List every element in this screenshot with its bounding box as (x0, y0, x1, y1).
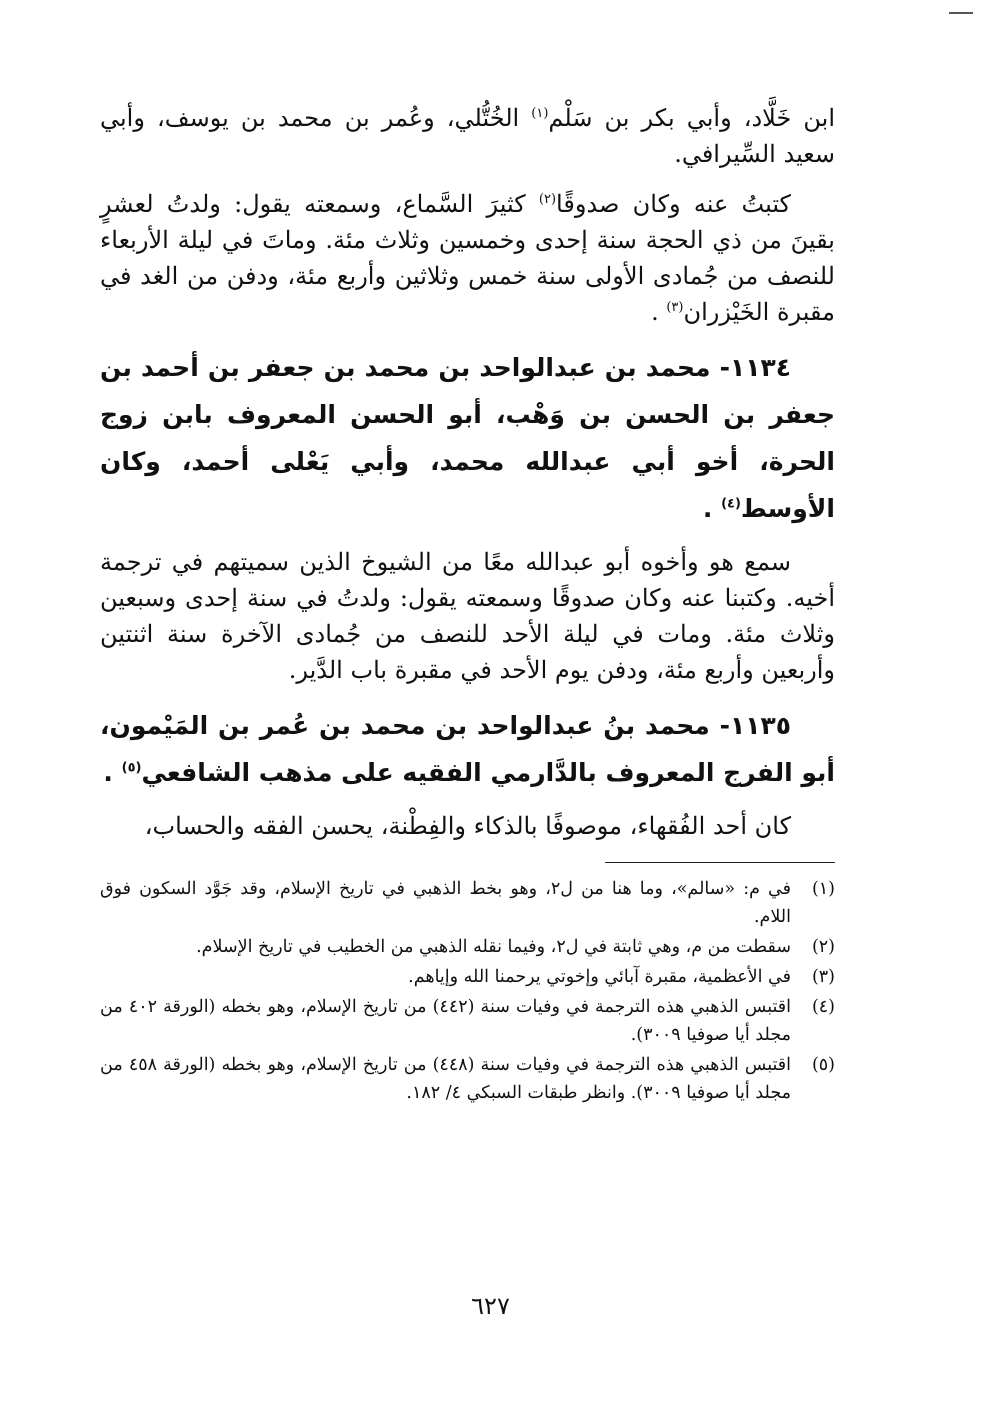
page-number: ٦٢٧ (471, 1292, 510, 1320)
footnote-item (100, 1051, 835, 1107)
entry-1134-end: . (702, 494, 722, 523)
footnote-number: (١) (811, 879, 835, 899)
entry-1134-title: ١١٣٤- محمد بن عبدالواحد بن محمد بن جعفر بن أحمد بن جعفر بن الحسن بن وَهْب، أبو الحسن المعروف بابن زوج الحرة، أخو أبي عبدالله محمد، وأبي يَعْلى أحمد، وكان الأوسط (100, 353, 835, 523)
entry-1135-title: ١١٣٥- محمد بنُ عبدالواحد بن محمد بن عُمر بن المَيْمون، أبو الفرج المعروف بالدَّارمي الفقيه على مذهب الشافعي (100, 711, 835, 787)
footnote-text: في م: «سالم»، وما هنا من ل٢، وهو بخط الذهبي في تاريخ الإسلام، وقد جَوَّد السكون فوق اللام. (100, 879, 791, 927)
entry-1134-body: سمع هو وأخوه أبو عبدالله معًا من الشيوخ الذين سميتهم في ترجمة أخيه. وكتبنا عنه وكان صدوقًا وسمعته يقول: ولدتُ في سنة إحدى وسبعين وثلاث مئة. ومات في ليلة الأحد للنصف من جُمادى الآخرة سنة اثنتين وأربعين وأربع مئة، ودفن يوم الأحد في مقبرة باب الدَّير. (100, 548, 835, 684)
footnote-item (100, 993, 835, 1049)
paragraph-2 (100, 186, 835, 330)
entry-1135-heading (100, 702, 835, 796)
footnote-item (100, 875, 835, 931)
paragraph-1-text: ابن خَلَّاد، وأبي بكر بن سَلْم (548, 104, 836, 132)
page-content (100, 100, 835, 1109)
footnote-item (100, 933, 835, 961)
paragraph-2-end: . (651, 298, 667, 326)
entry-1135-body: كان أحد الفُقهاء، موصوفًا بالذكاء والفِطْنة، يحسن الفقه والحساب، (144, 812, 791, 840)
corner-scan-mark (949, 12, 973, 14)
footnote-ref-5: (٥) (121, 760, 142, 776)
paragraph-1 (100, 100, 835, 172)
paragraph-2-rest: كثيرَ السَّماع، وسمعته يقول: ولدتُ لعشرٍ بقينَ من ذي الحجة سنة إحدى وخمسين وثلاث مئة. وماتَ في ليلة الأربعاء للنصف من جُمادى الأولى سنة خمس وثلاثين وأربع مئة، ودفن من الغد في مقبرة الخَيْزران (100, 190, 835, 326)
footnote-item (100, 963, 835, 991)
footnote-ref-1: (١) (531, 106, 549, 121)
footnote-separator (605, 862, 835, 863)
footnote-ref-4: (٤) (721, 496, 741, 512)
footnote-number: (٣) (811, 967, 835, 987)
footnote-text: سقطت من م، وهي ثابتة في ل٢، وفيما نقله الذهبي من الخطيب في تاريخ الإسلام. (196, 937, 791, 957)
paragraph-1-rest: الخُتُّلي، وعُمر بن محمد بن يوسف، وأبي سعيد السِّيرافي. (100, 104, 835, 168)
footnote-ref-3: (٣) (666, 300, 684, 315)
entry-1135-end: . (103, 758, 122, 787)
footnote-number: (٥) (811, 1055, 835, 1075)
footnote-text: في الأعظمية، مقبرة آبائي وإخوتي يرحمنا الله وإياهم. (408, 967, 791, 987)
footnote-text: اقتبس الذهبي هذه الترجمة في وفيات سنة (٤٤٨) من تاريخ الإسلام، وهو بخطه (الورقة ٤٥٨ من مجلد أيا صوفيا ٣٠٠٩). وانظر طبقات السبكي ٤/ ١٨٢. (100, 1055, 791, 1103)
paragraph-2-text: كتبتُ عنه وكان صدوقًا (556, 190, 791, 218)
footnote-number: (٢) (811, 937, 835, 957)
footnotes (100, 875, 835, 1107)
entry-1134-heading (100, 344, 835, 532)
footnote-ref-2: (٢) (538, 192, 557, 207)
footnote-number: (٤) (811, 997, 835, 1017)
footnote-text: اقتبس الذهبي هذه الترجمة في وفيات سنة (٤٤٢) من تاريخ الإسلام، وهو بخطه (الورقة ٤٠٢ من مجلد أيا صوفيا ٣٠٠٩). (100, 997, 791, 1045)
